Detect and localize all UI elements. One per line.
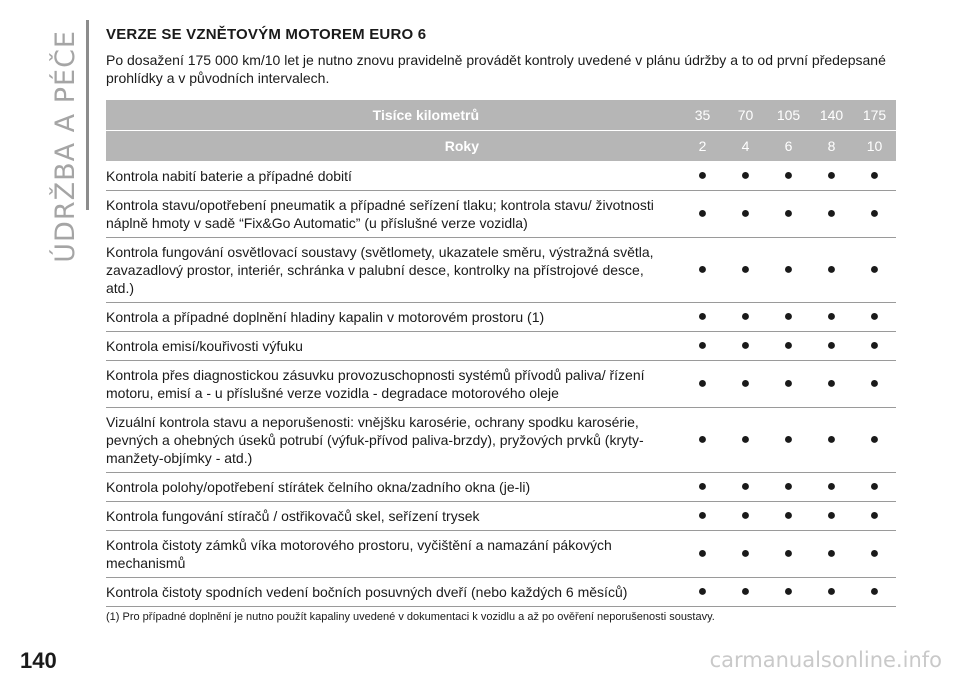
km-col-4: 140 (810, 100, 853, 131)
km-col-3: 105 (767, 100, 810, 131)
check-dot: ● (767, 361, 810, 408)
check-dot: ● (724, 502, 767, 531)
check-dot: ● (767, 473, 810, 502)
check-dot: ● (853, 303, 896, 332)
section-heading: VERZE SE VZNĚTOVÝM MOTOREM EURO 6 (106, 26, 427, 43)
check-dot: ● (767, 408, 810, 473)
check-dot: ● (853, 191, 896, 238)
check-dot: ● (681, 531, 724, 578)
check-dot: ● (810, 361, 853, 408)
check-dot: ● (767, 238, 810, 303)
check-dot: ● (810, 303, 853, 332)
check-dot: ● (681, 578, 724, 607)
page-number: 140 (20, 648, 57, 673)
check-dot: ● (767, 303, 810, 332)
check-dot: ● (681, 502, 724, 531)
check-dot: ● (681, 238, 724, 303)
check-dot: ● (767, 531, 810, 578)
check-dot: ● (853, 162, 896, 191)
check-dot: ● (853, 408, 896, 473)
check-dot: ● (724, 238, 767, 303)
maintenance-table (106, 100, 896, 607)
check-dot: ● (853, 531, 896, 578)
check-dot: ● (810, 408, 853, 473)
intro-paragraph: Po dosažení 175 000 km/10 let je nutno znovu pravidelně provádět kontroly uvedené v plánu údržby a to od první předepsané prohlídky a v původních intervalech. (106, 52, 886, 86)
row-label: Kontrola emisí/kouřivosti výfuku (106, 332, 681, 361)
years-col-1: 2 (681, 131, 724, 162)
row-label: Kontrola stavu/opotřebení pneumatik a případné seřízení tlaku; kontrola stavu/ životnosti náplně hmoty v sadě “Fix&Go Automatic” (u příslušné verze vozidla) (106, 191, 681, 238)
check-dot: ● (767, 332, 810, 361)
check-dot: ● (724, 303, 767, 332)
check-dot: ● (724, 191, 767, 238)
table-row (106, 303, 896, 332)
check-dot: ● (853, 502, 896, 531)
row-label: Kontrola čistoty spodních vedení bočních posuvných dveří (nebo každých 6 měsíců) (106, 578, 681, 607)
km-header-row (106, 100, 896, 131)
row-label: Kontrola přes diagnostickou zásuvku provozuschopnosti systémů přívodů paliva/ řízení motoru, emisí a - u příslušné verze vozidla - degradace motorového oleje (106, 361, 681, 408)
check-dot: ● (724, 408, 767, 473)
check-dot: ● (681, 191, 724, 238)
check-dot: ● (681, 473, 724, 502)
check-dot: ● (724, 332, 767, 361)
check-dot: ● (810, 473, 853, 502)
table-row (106, 531, 896, 578)
check-dot: ● (724, 162, 767, 191)
years-header-row (106, 131, 896, 162)
check-dot: ● (853, 238, 896, 303)
chapter-title: ÚDRŽBA A PÉČE (50, 30, 81, 263)
km-header-label: Tisíce kilometrů (106, 100, 681, 131)
footnote: (1) Pro případné doplnění je nutno použít kapaliny uvedené v dokumentaci k vozidlu a až po ověření neporušenosti soustavy. (106, 611, 715, 623)
check-dot: ● (681, 408, 724, 473)
check-dot: ● (681, 162, 724, 191)
check-dot: ● (767, 191, 810, 238)
table-row (106, 332, 896, 361)
check-dot: ● (853, 361, 896, 408)
check-dot: ● (724, 473, 767, 502)
check-dot: ● (767, 502, 810, 531)
check-dot: ● (853, 578, 896, 607)
check-dot: ● (810, 502, 853, 531)
check-dot: ● (810, 191, 853, 238)
table-row (106, 238, 896, 303)
table-row (106, 408, 896, 473)
check-dot: ● (767, 578, 810, 607)
table-row (106, 162, 896, 191)
km-col-2: 70 (724, 100, 767, 131)
check-dot: ● (724, 578, 767, 607)
check-dot: ● (724, 361, 767, 408)
table-row (106, 578, 896, 607)
check-dot: ● (724, 531, 767, 578)
km-col-5: 175 (853, 100, 896, 131)
check-dot: ● (853, 473, 896, 502)
check-dot: ● (810, 238, 853, 303)
years-col-2: 4 (724, 131, 767, 162)
table-row (106, 473, 896, 502)
check-dot: ● (681, 332, 724, 361)
check-dot: ● (810, 162, 853, 191)
years-col-5: 10 (853, 131, 896, 162)
row-label: Kontrola fungování stíračů / ostřikovačů skel, seřízení trysek (106, 502, 681, 531)
row-label: Kontrola čistoty zámků víka motorového prostoru, vyčištění a namazání pákových mechanismů (106, 531, 681, 578)
check-dot: ● (681, 303, 724, 332)
years-header-label: Roky (106, 131, 681, 162)
row-label: Kontrola a případné doplnění hladiny kapalin v motorovém prostoru (1) (106, 303, 681, 332)
row-label: Kontrola nabití baterie a případné dobití (106, 162, 681, 191)
check-dot: ● (767, 162, 810, 191)
check-dot: ● (810, 531, 853, 578)
table-row (106, 502, 896, 531)
check-dot: ● (853, 332, 896, 361)
watermark: carmanualsonline.info (709, 648, 942, 672)
km-col-1: 35 (681, 100, 724, 131)
row-label: Vizuální kontrola stavu a neporušenosti: vnějšku karosérie, ochrany spodku karosérie, pevných a ohebných úseků potrubí (výfuk-přívod paliva-brzdy), pryžových prvků (kryty-manžety-objímky - atd.) (106, 408, 681, 473)
row-label: Kontrola polohy/opotřebení stírátek čelního okna/zadního okna (je-li) (106, 473, 681, 502)
main-content (106, 26, 896, 623)
check-dot: ● (810, 332, 853, 361)
years-col-3: 6 (767, 131, 810, 162)
check-dot: ● (681, 361, 724, 408)
table-row (106, 191, 896, 238)
table-body (106, 162, 896, 607)
table-row (106, 361, 896, 408)
years-col-4: 8 (810, 131, 853, 162)
check-dot: ● (810, 578, 853, 607)
row-label: Kontrola fungování osvětlovací soustavy (světlomety, ukazatele směru, výstražná světla, zavazadlový prostor, interiér, schránka v palubní desce, kontrolky na přístrojové desce, atd.) (106, 238, 681, 303)
